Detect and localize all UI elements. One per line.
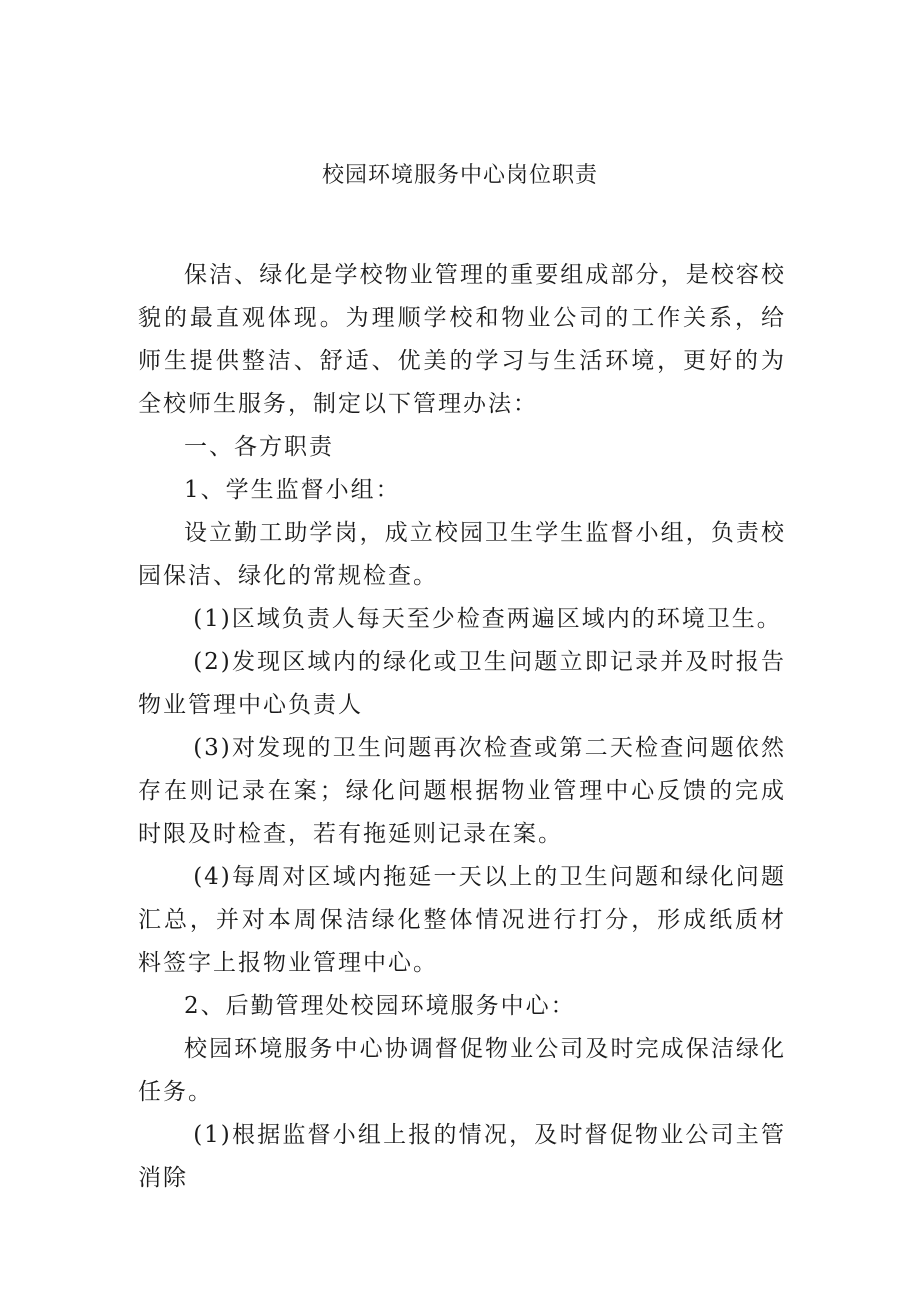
paragraph: 校园环境服务中心协调督促物业公司及时完成保洁绿化任务。 [138,1036,786,1105]
document-body [138,254,786,1200]
list-item: (4)每周对区域内拖延一天以上的卫生问题和绿化问题汇总，并对本周保洁绿化整体情况进行打分，形成纸质材料签字上报物业管理中心。 [138,864,786,976]
list-item: (3)对发现的卫生问题再次检查或第二天检查问题依然存在则记录在案；绿化问题根据物业管理中心反馈的完成时限及时检查，若有拖延则记录在案。 [138,735,786,847]
paragraph: 设立勤工助学岗，成立校园卫生学生监督小组，负责校园保洁、绿化的常规检查。 [138,520,786,589]
subsection-heading: 2、后勤管理处校园环境服务中心： [184,993,576,1019]
list-item: (1)根据监督小组上报的情况，及时督促物业公司主管消除 [138,1122,786,1191]
page-title: 校园环境服务中心岗位职责 [321,163,598,188]
section-heading: 一、各方职责 [184,434,334,460]
list-item: (1)区域负责人每天至少检查两遍区域内的环境卫生。 [193,606,782,632]
list-item: (2)发现区域内的绿化或卫生问题立即记录并及时报告物业管理中心负责人 [138,649,786,718]
paragraph-intro: 保洁、绿化是学校物业管理的重要组成部分，是校容校貌的最直观体现。为理顺学校和物业公司的工作关系，给师生提供整洁、舒适、优美的学习与生活环境，更好的为全校师生服务，制定以下管理办法： [138,262,786,417]
subsection-heading: 1、学生监督小组： [184,477,401,503]
